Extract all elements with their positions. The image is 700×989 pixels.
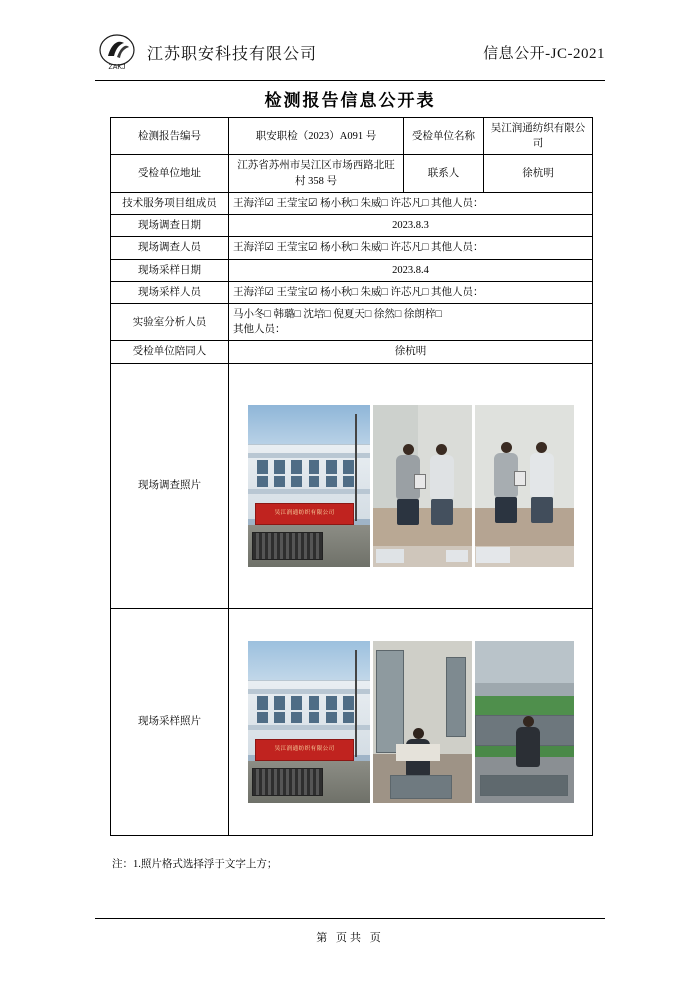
info-table [110, 117, 593, 836]
survey-staff-value: 王海洋☑ 王莹宝☑ 杨小秋□ 朱威□ 许芯凡□ 其他人员： [229, 237, 593, 259]
survey-photos-row [111, 363, 593, 608]
client-addr-value: 江苏省苏州市吴江区市场西路北旺村 358 号 [229, 155, 404, 192]
survey-staff-label: 现场调查人员 [111, 237, 229, 259]
lab-staff-line-1: 马小冬□ 韩璐□ 沈培□ 倪夏天□ 徐然□ 徐朗梓□ [233, 308, 442, 320]
lab-staff-line-2: 其他人员： [233, 324, 286, 336]
team-value: 王海洋☑ 王莹宝☑ 杨小秋□ 朱威□ 许芯凡□ 其他人员： [229, 192, 593, 214]
photo-inspection-indoor-2 [475, 405, 574, 567]
accompany-label: 受检单位陪同人 [111, 341, 229, 363]
table-row [111, 215, 593, 237]
report-no-label: 检测报告编号 [111, 118, 229, 155]
sampling-photos-cell [229, 608, 593, 835]
table-row [111, 303, 593, 340]
footnote: 注：1.照片格式选择浮于文字上方； [112, 859, 278, 870]
company-logo-icon [95, 32, 139, 72]
report-no-value: 职安职检（2023）A091 号 [229, 118, 404, 155]
photo-factory-exterior-1 [248, 405, 370, 567]
footer-divider [95, 918, 605, 919]
lab-staff-label: 实验室分析人员 [111, 303, 229, 340]
sampling-staff-value: 王海洋☑ 王莹宝☑ 杨小秋□ 朱威□ 许芯凡□ 其他人员： [229, 281, 593, 303]
photo-sampling-machine [475, 641, 574, 803]
svg-text:ZAKJ: ZAKJ [108, 64, 126, 71]
factory-banner-text-2: 吴江润通纺织有限公司 [255, 739, 355, 760]
company-name: 江苏职安科技有限公司 [147, 45, 318, 63]
sampling-staff-label: 现场采样人员 [111, 281, 229, 303]
survey-photos-label: 现场调查照片 [111, 363, 229, 608]
sampling-photos-row [111, 608, 593, 835]
sampling-photo-group [233, 641, 588, 803]
document-code: 信息公开-JC-2021 [483, 45, 605, 62]
table-row [111, 237, 593, 259]
photo-factory-exterior-2 [248, 641, 370, 803]
table-row [111, 155, 593, 192]
survey-date-label: 现场调查日期 [111, 215, 229, 237]
survey-date-value: 2023.8.3 [229, 215, 593, 237]
page-title: 检测报告信息公开表 [264, 91, 436, 110]
photo-sampling-worker [373, 641, 472, 803]
table-row [111, 341, 593, 363]
client-name-label: 受检单位名称 [404, 118, 484, 155]
lab-staff-value [229, 303, 593, 340]
table-row [111, 192, 593, 214]
sampling-photos-label: 现场采样照片 [111, 608, 229, 835]
client-name-value: 吴江润通纺织有限公司 [484, 118, 593, 155]
table-row [111, 118, 593, 155]
company-brand [95, 32, 317, 72]
page-header [95, 28, 605, 81]
table-row [111, 259, 593, 281]
contact-label: 联系人 [404, 155, 484, 192]
team-label: 技术服务项目组成员 [111, 192, 229, 214]
accompany-value: 徐杭明 [229, 341, 593, 363]
client-addr-label: 受检单位地址 [111, 155, 229, 192]
sampling-date-value: 2023.8.4 [229, 259, 593, 281]
table-row [111, 281, 593, 303]
factory-banner-text: 吴江润通纺织有限公司 [255, 503, 355, 524]
photo-inspection-indoor-1 [373, 405, 472, 567]
contact-value: 徐杭明 [484, 155, 593, 192]
survey-photos-cell [229, 363, 593, 608]
page-number: 第 页共 页 [316, 932, 384, 944]
survey-photo-group [233, 405, 588, 567]
sampling-date-label: 现场采样日期 [111, 259, 229, 281]
